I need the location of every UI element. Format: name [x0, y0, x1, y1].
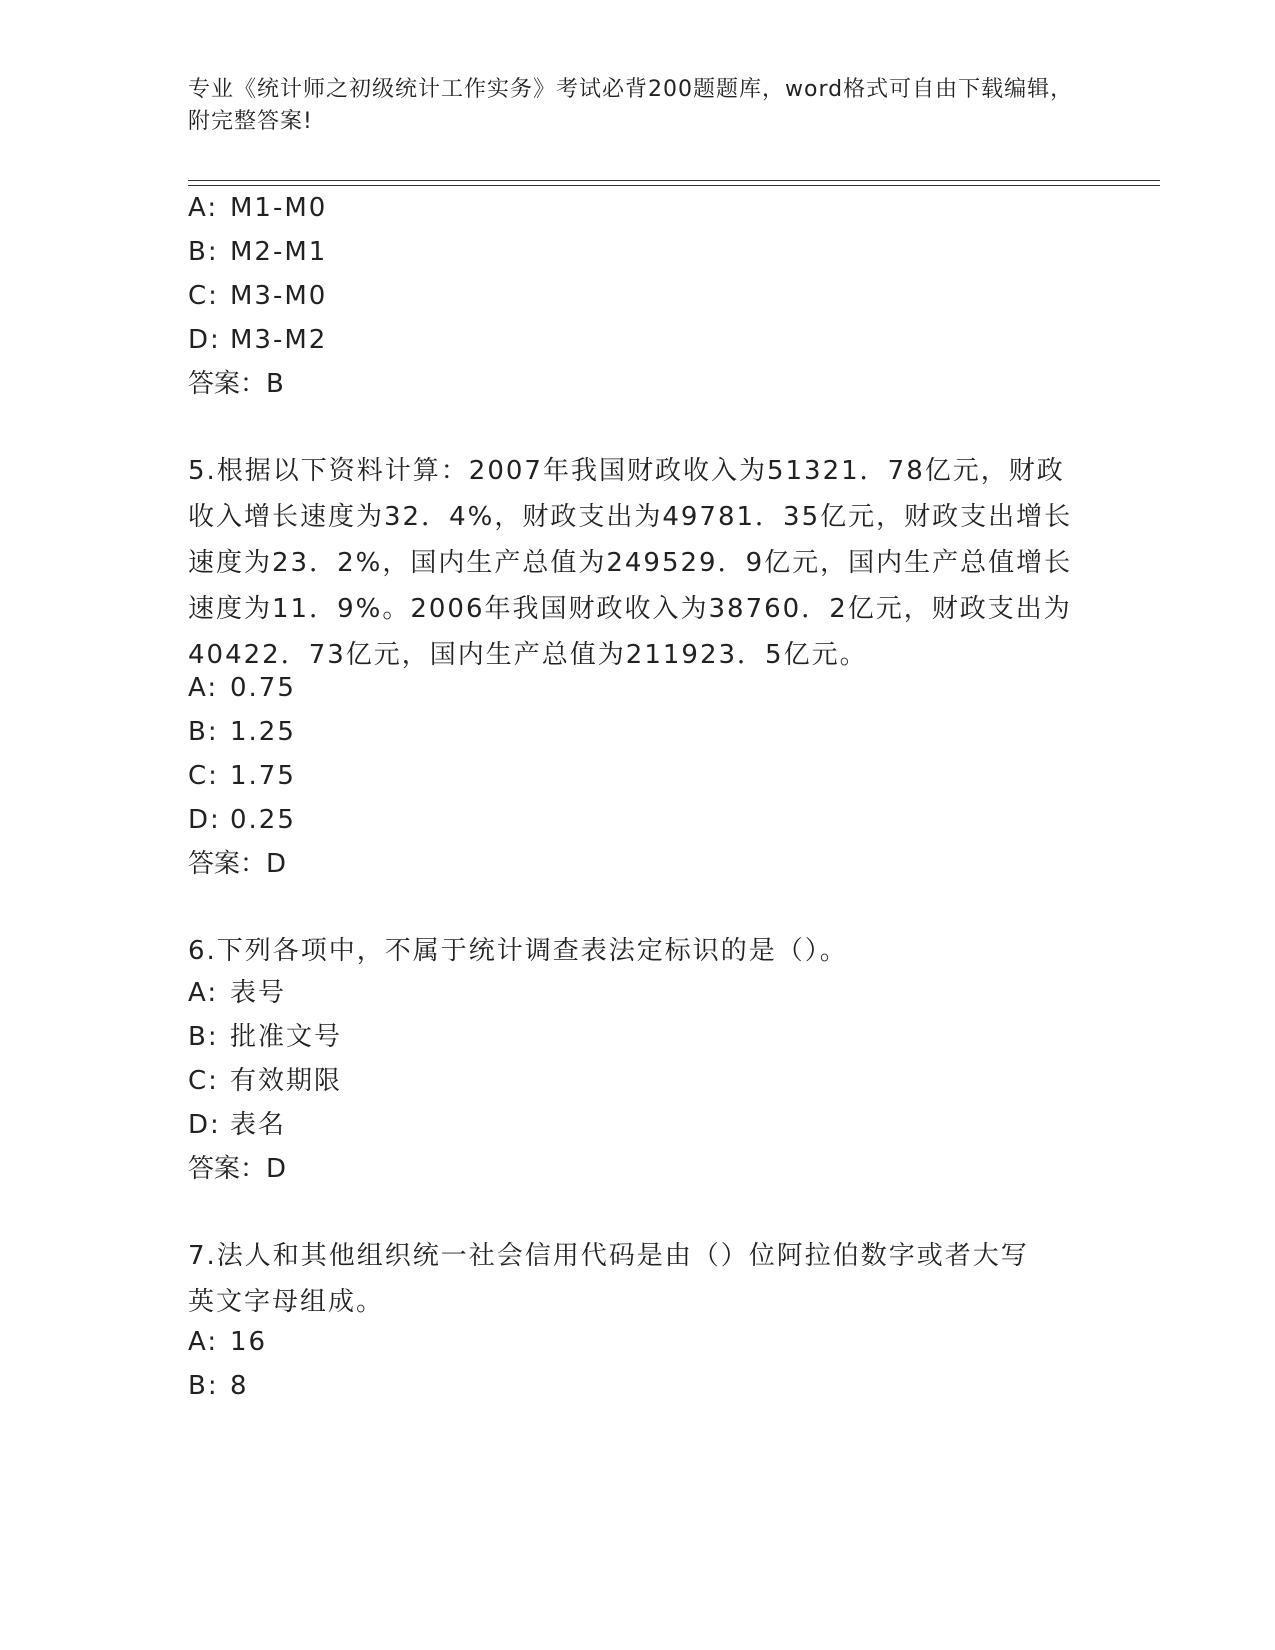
option-label: D: [188, 1110, 221, 1140]
option-text: 8 [230, 1371, 249, 1401]
option-label: B: [188, 1371, 219, 1401]
q6-option-d [188, 1108, 286, 1142]
option-label: A: [188, 1327, 219, 1357]
q7-option-a [188, 1325, 267, 1359]
q6-option-a [188, 976, 286, 1010]
option-label: B: [188, 717, 219, 747]
q4-option-c [188, 279, 327, 313]
option-label: C: [188, 1066, 219, 1096]
option-text: 16 [230, 1327, 268, 1357]
option-text: 批准文号 [230, 1022, 343, 1052]
q5-question: 5.根据以下资料计算：2007年我国财政收入为51321．78亿元，财政 收入增长速度为32．4%，财政支出为49781．35亿元，财政支出增长 速度为23．2%，国内生产总值为249529．9亿元，国内生产总值增长 速度为11．9%。2006年我国财政收入为38760．2亿元，财政支出为 40422．73亿元，国内生产总值为211923．5亿元。 [188, 456, 1073, 670]
q5-option-b [188, 715, 296, 749]
option-text: M3-M0 [230, 281, 328, 311]
option-text: 1.75 [230, 761, 296, 791]
q6-option-c [188, 1064, 342, 1098]
option-label: B: [188, 1022, 219, 1052]
header-divider-top [188, 180, 1160, 181]
option-text: M2-M1 [230, 237, 328, 267]
option-text: 表号 [230, 978, 287, 1008]
q4-answer: 答案：B [188, 369, 284, 399]
q7-option-b [188, 1369, 249, 1403]
header-divider-bottom [188, 185, 1160, 186]
q5-answer: 答案：D [188, 849, 287, 879]
option-label: A: [188, 978, 219, 1008]
option-text: 0.25 [230, 805, 296, 835]
q4-option-b [188, 235, 327, 269]
q6-option-b [188, 1020, 342, 1054]
q6-question: 6.下列各项中，不属于统计调查表法定标识的是（）。 [188, 936, 848, 966]
q5-option-c [188, 759, 296, 793]
q7-question: 7.法人和其他组织统一社会信用代码是由（）位阿拉伯数字或者大写 英文字母组成。 [188, 1241, 1029, 1317]
document-header: 专业《统计师之初级统计工作实务》考试必背200题题库，word格式可自由下载编辑，附完整答案! [188, 77, 1074, 134]
q4-option-d [188, 323, 327, 357]
option-label: A: [188, 193, 219, 223]
option-label: C: [188, 281, 219, 311]
option-text: M3-M2 [230, 325, 328, 355]
option-label: D: [188, 325, 221, 355]
q4-option-a [188, 191, 327, 225]
option-text: M1-M0 [230, 193, 328, 223]
q6-answer: 答案：D [188, 1154, 287, 1184]
q5-option-a [188, 671, 296, 705]
option-text: 1.25 [230, 717, 296, 747]
option-label: A: [188, 673, 219, 703]
q5-option-d [188, 803, 296, 837]
option-text: 表名 [230, 1110, 287, 1140]
option-label: B: [188, 237, 219, 267]
option-label: D: [188, 805, 221, 835]
option-label: C: [188, 761, 219, 791]
option-text: 有效期限 [230, 1066, 343, 1096]
option-text: 0.75 [230, 673, 296, 703]
